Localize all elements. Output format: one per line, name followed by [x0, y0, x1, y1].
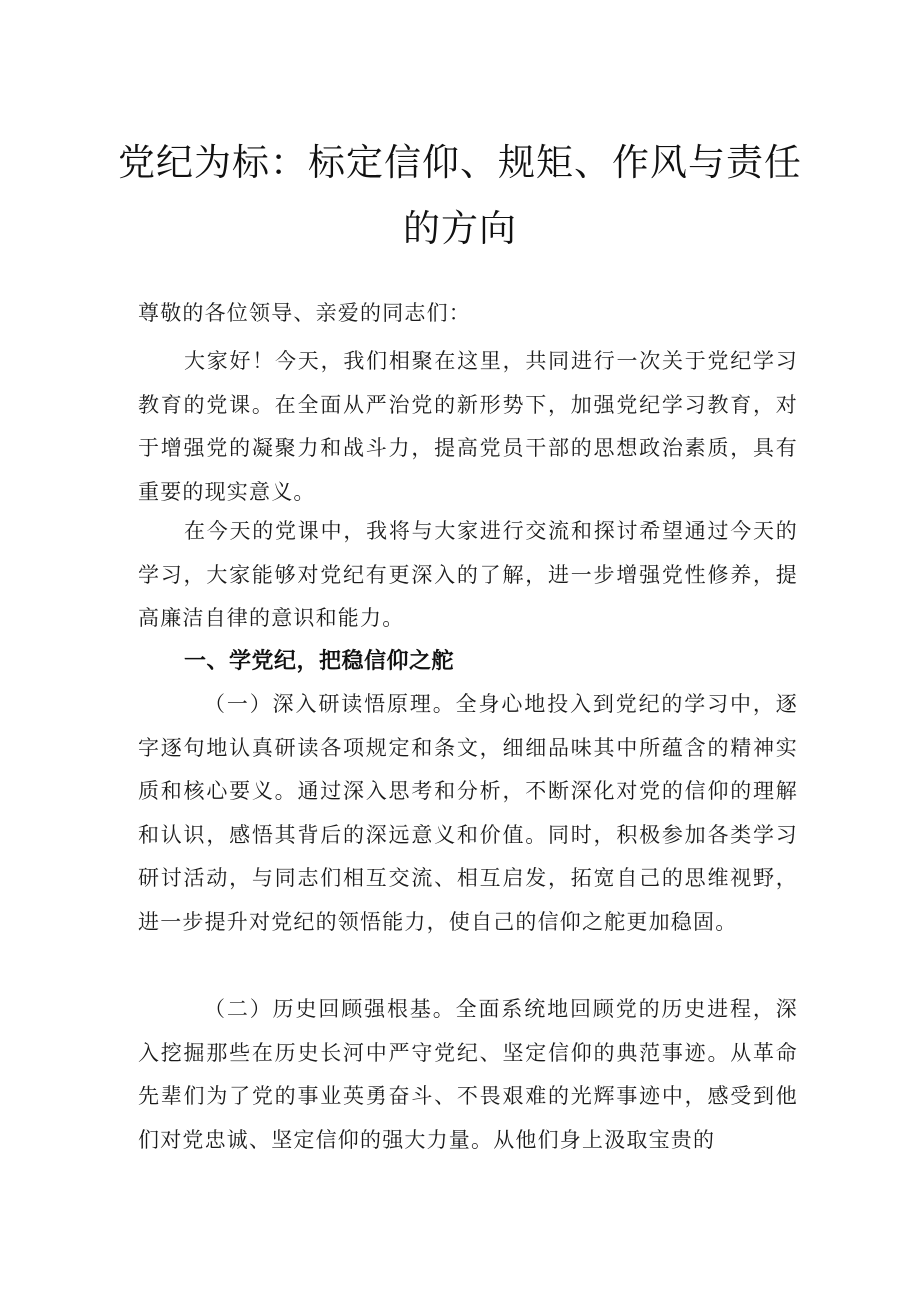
section-heading-1: 一、学党纪，把稳信仰之舵 [184, 649, 455, 674]
subsection-1-paragraph: （一）深入研读悟原理。全身心地投入到党纪的学习中，逐字逐句地认真研读各项规定和条文，细细品味其中所蕴含的精神实质和核心要义。通过深入思考和分析，不断深化对党的信仰的理解和认识，感悟其背后的深远意义和价值。同时，积极参加各类学习研讨活动，与同志们相互交流、相互启发，拓宽自己的思维视野，进一步提升对党纪的领悟能力，使自己的信仰之舵更加稳固。 [138, 692, 798, 934]
salutation: 尊敬的各位领导、亲爱的同志们： [138, 301, 471, 325]
subsection-2-paragraph: （二）历史回顾强根基。全面系统地回顾党的历史进程，深入挖掘那些在历史长河中严守党纪、坚定信仰的典范事迹。从革命先辈们为了党的事业英勇奋斗、不畏艰难的光辉事迹中，感受到他们对党忠诚、坚定信仰的强大力量。从他们身上汲取宝贵的 [138, 997, 798, 1152]
document-title-line-2: 的方向 [403, 207, 517, 250]
paragraph-intro: 大家好！今天，我们相聚在这里，共同进行一次关于党纪学习教育的党课。在全面从严治党的新形势下，加强党纪学习教育，对于增强党的凝聚力和战斗力，提高党员干部的思想政治素质，具有重要的现实意义。 [138, 349, 798, 504]
paragraph-purpose: 在今天的党课中，我将与大家进行交流和探讨希望通过今天的学习，大家能够对党纪有更深入的了解，进一步增强党性修养，提高廉洁自律的意识和能力。 [138, 519, 798, 630]
document-title-line-1: 党纪为标：标定信仰、规矩、作风与责任 [118, 141, 802, 184]
